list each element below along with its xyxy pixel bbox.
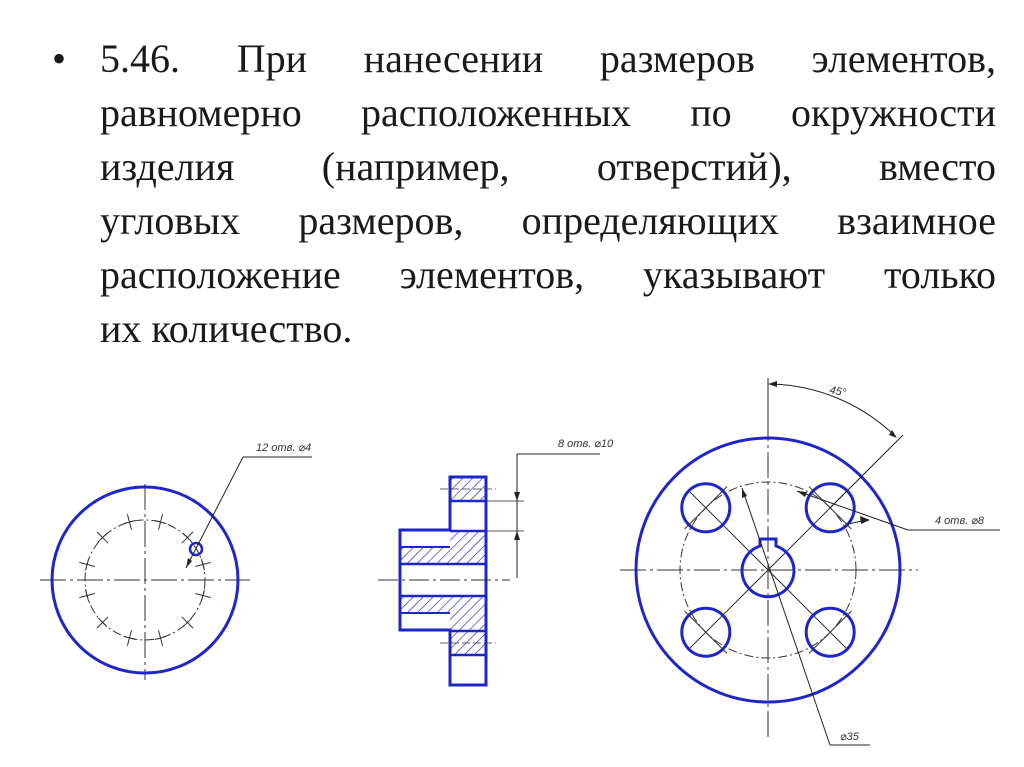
paragraph-line: равномерно расположенных по окружности bbox=[100, 90, 996, 135]
left-view-leader-arrow bbox=[186, 558, 192, 568]
paragraph-line: угловых размеров, определяющих взаимное bbox=[100, 198, 996, 243]
section-view-label: 8 отв. ⌀10 bbox=[558, 438, 614, 450]
right-view-angle-label: 45° bbox=[828, 384, 848, 400]
paragraph-line: 5.46. При нанесении размеров элементов, bbox=[100, 36, 996, 81]
section-view-drawing bbox=[378, 438, 614, 685]
paragraph-line: изделия (например, отверстий), вместо bbox=[100, 144, 996, 189]
paragraph-line: расположение элементов, указывают только bbox=[100, 252, 996, 297]
right-view-drawing bbox=[620, 378, 1000, 745]
left-view-drawing bbox=[40, 442, 312, 680]
left-view-label: 12 отв. ⌀4 bbox=[256, 442, 312, 454]
paragraph-line: их количество. bbox=[100, 306, 353, 351]
bullet-marker: • bbox=[52, 36, 67, 81]
right-view-diameter-label: ⌀35 bbox=[840, 731, 859, 743]
right-view-holes-label: 4 отв. ⌀8 bbox=[935, 515, 985, 527]
